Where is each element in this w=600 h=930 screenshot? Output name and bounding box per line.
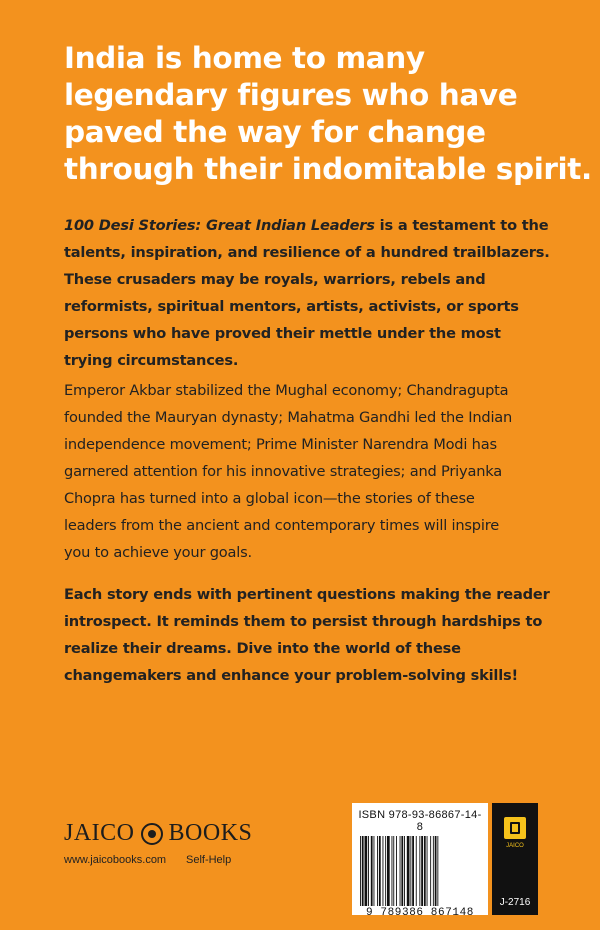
jaico-emblem-icon bbox=[141, 823, 163, 845]
publisher-logo bbox=[64, 820, 252, 847]
paragraph-line: introspect. It reminds them to persist through hardships to bbox=[64, 613, 543, 630]
paragraph-line: you to achieve your goals. bbox=[64, 544, 252, 561]
book-category: Self-Help bbox=[186, 854, 232, 866]
barcode-bar bbox=[437, 836, 438, 906]
barcode-panel bbox=[352, 803, 488, 919]
barcode-bar bbox=[385, 836, 386, 906]
barcode-bar bbox=[360, 836, 361, 906]
barcode-bar bbox=[435, 836, 437, 906]
paragraph-line: persons who have proved their mettle under the most bbox=[64, 325, 501, 342]
isbn-label: ISBN 978-93-86867-14-8 bbox=[358, 809, 482, 833]
paragraph-line: independence movement; Prime Minister Narendra Modi has bbox=[64, 436, 497, 453]
closing-paragraph bbox=[64, 581, 584, 689]
publisher-block-text: JAICO bbox=[506, 843, 524, 849]
paragraph-line: changemakers and enhance your problem-solving skills! bbox=[64, 667, 518, 684]
paragraph-line: These crusaders may be royals, warriors, rebels and bbox=[64, 271, 486, 288]
barcode-bar bbox=[396, 836, 397, 906]
barcode-bar bbox=[404, 836, 405, 906]
barcode-bar bbox=[371, 836, 373, 906]
publisher-block bbox=[492, 803, 538, 915]
paragraph-line: Each story ends with pertinent questions making the reader bbox=[64, 586, 550, 603]
book-code: J-2716 bbox=[499, 897, 531, 908]
book-emblem-icon bbox=[504, 817, 526, 839]
barcode-bar bbox=[392, 836, 393, 906]
headline bbox=[64, 40, 592, 188]
paragraph-line: Chopra has turned into a global icon—the stories of these bbox=[64, 490, 475, 507]
barcode-bar bbox=[424, 836, 426, 906]
logo-text-left: JAICO bbox=[64, 820, 135, 846]
barcode-bar bbox=[368, 836, 369, 906]
barcode-bar bbox=[393, 836, 394, 906]
barcode-icon bbox=[358, 836, 482, 906]
barcode-bar bbox=[400, 836, 401, 906]
headline-line: through their indomitable spirit. bbox=[64, 152, 592, 186]
barcode-bar bbox=[427, 836, 428, 906]
barcode-graphic bbox=[358, 836, 482, 906]
paragraph-line bbox=[64, 212, 584, 239]
barcode-bar bbox=[377, 836, 378, 906]
headline-line: legendary figures who have bbox=[64, 78, 518, 112]
barcode-bar bbox=[430, 836, 431, 906]
publisher-website: www.jaicobooks.com bbox=[64, 854, 167, 866]
book-title: 100 Desi Stories: Great Indian Leaders bbox=[64, 217, 375, 234]
paragraph-line: garnered attention for his innovative strategies; and Priyanka bbox=[64, 463, 502, 480]
paragraph-line: founded the Mauryan dynasty; Mahatma Gandhi led the Indian bbox=[64, 409, 513, 426]
paragraph-text: is a testament to the bbox=[374, 217, 549, 234]
paragraph-line: trying circumstances. bbox=[64, 352, 239, 369]
examples-paragraph bbox=[64, 377, 584, 566]
barcode-bar bbox=[379, 836, 381, 906]
barcode-bar bbox=[421, 836, 423, 906]
barcode-bar bbox=[407, 836, 410, 906]
barcode-bar bbox=[410, 836, 411, 906]
barcode-digits: 9 789386 867148 bbox=[365, 907, 475, 919]
barcode-bar bbox=[419, 836, 420, 906]
headline-line: India is home to many bbox=[64, 41, 425, 75]
barcode-bar bbox=[387, 836, 390, 906]
logo-text-right: BOOKS bbox=[168, 820, 253, 846]
barcode-bar bbox=[433, 836, 434, 906]
barcode-bar bbox=[365, 836, 368, 906]
barcode-bar bbox=[383, 836, 384, 906]
headline-line: paved the way for change bbox=[64, 115, 486, 149]
paragraph-line: realize their dreams. Dive into the world of these bbox=[64, 640, 461, 657]
barcode-bar bbox=[362, 836, 364, 906]
barcode-bar bbox=[416, 836, 417, 906]
paragraph-line: reformists, spiritual mentors, artists, activists, or sports bbox=[64, 298, 519, 315]
paragraph-line: talents, inspiration, and resilience of a hundred trailblazers. bbox=[64, 244, 550, 261]
barcode-bar bbox=[401, 836, 403, 906]
barcode-bar bbox=[412, 836, 414, 906]
paragraph-line: Emperor Akbar stabilized the Mughal economy; Chandragupta bbox=[64, 382, 509, 399]
intro-paragraph bbox=[64, 212, 584, 374]
barcode-bar bbox=[374, 836, 375, 906]
paragraph-line: leaders from the ancient and contemporary times will inspire bbox=[64, 517, 499, 534]
